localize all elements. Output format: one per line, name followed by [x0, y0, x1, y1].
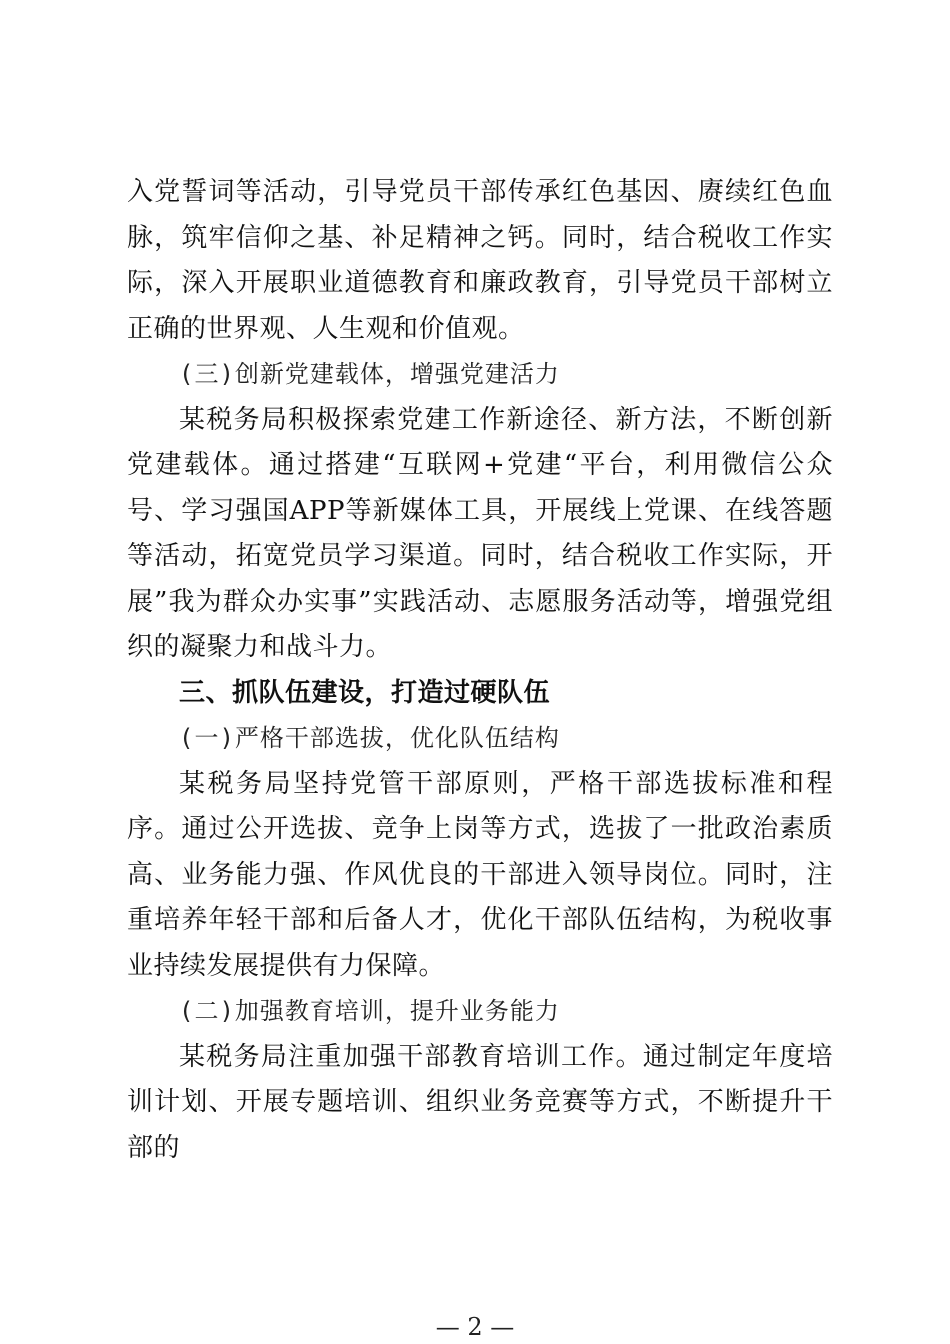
subsection-heading-3: (三)创新党建载体，增强党建活力 — [179, 360, 560, 388]
paragraph-continuation: 入党誓词等活动，引导党员干部传承红色基因、赓续红色血脉，筑牢信仰之基、补足精神之钙。同时，结合税收工作实际，深入开展职业道德教育和廉政教育，引导党员干部树立正确的世界观、人生观和价值观。 — [127, 177, 833, 344]
subsection-heading-1: (一)严格干部选拔，优化队伍结构 — [179, 724, 560, 752]
subsection-heading-2: (二)加强教育培训，提升业务能力 — [179, 997, 560, 1025]
document-body — [127, 170, 833, 1171]
section-heading-3: 三、抓队伍建设，打造过硬队伍 — [179, 677, 551, 708]
page-number: — 2 — — [435, 1313, 515, 1341]
paragraph-cadre-selection: 某税务局坚持党管干部原则，严格干部选拔标准和程序。通过公开选拔、竞争上岗等方式，选拔了一批政治素质高、业务能力强、作风优良的干部进入领导岗位。同时，注重培养年轻干部和后备人才，优化干部队伍结构，为税收事业持续发展提供有力保障。 — [127, 768, 833, 981]
paragraph-training: 某税务局注重加强干部教育培训工作。通过制定年度培训计划、开展专题培训、组织业务竞赛等方式，不断提升干部的 — [127, 1041, 833, 1163]
paragraph-party-building-carrier: 某税务局积极探索党建工作新途径、新方法，不断创新党建载体。通过搭建“互联网+党建“平台，利用微信公众号、学习强国APP等新媒体工具，开展线上党课、在线答题等活动，拓宽党员学习渠道。同时，结合税收工作实际，开展”我为群众办实事”实践活动、志愿服务活动等，增强党组织的凝聚力和战斗力。 — [127, 404, 833, 662]
